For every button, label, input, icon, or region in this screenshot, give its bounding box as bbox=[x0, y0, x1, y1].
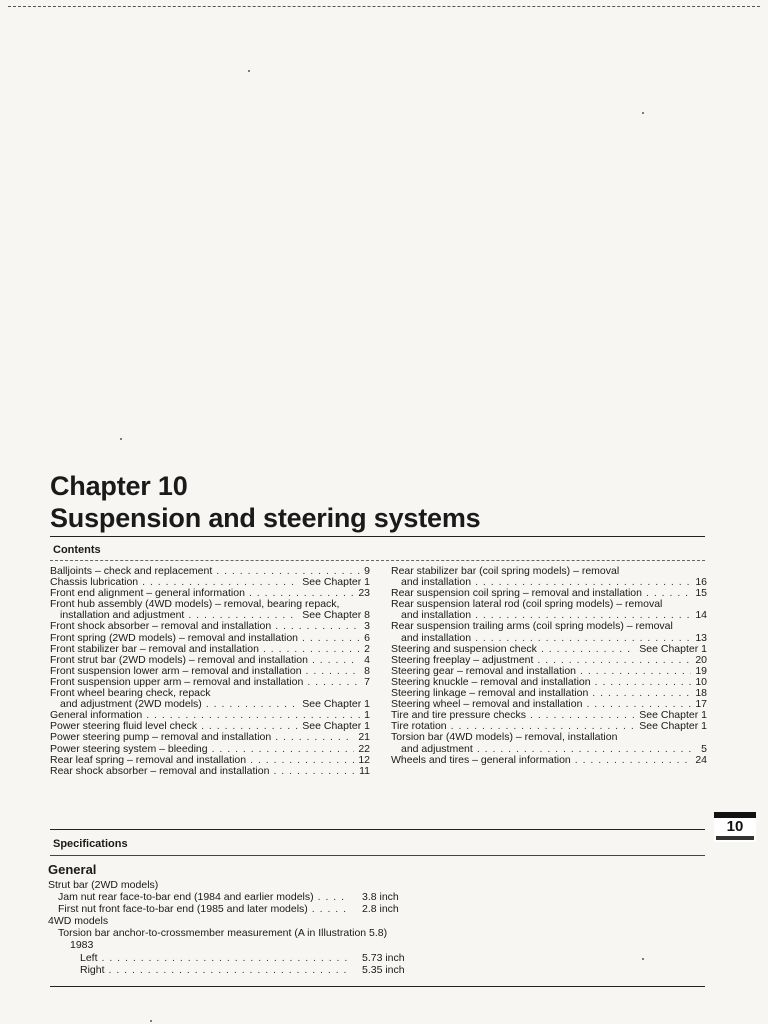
toc-entry bbox=[391, 732, 707, 743]
toc-entry-page: 8 bbox=[364, 664, 370, 677]
toc-entry-title: Power steering pump – removal and installation bbox=[50, 731, 272, 744]
toc-entry-title: Front end alignment – general information bbox=[50, 587, 245, 600]
toc-entry-title: and installation bbox=[401, 576, 472, 589]
toc-entry-page: 21 bbox=[358, 731, 370, 744]
toc-entry bbox=[391, 744, 707, 755]
contents-heading: Contents bbox=[53, 544, 101, 556]
top-border-rule bbox=[8, 6, 760, 7]
spec-row bbox=[48, 952, 408, 964]
bottom-rule bbox=[50, 986, 705, 987]
toc-dot-leader bbox=[475, 633, 691, 644]
title-rule bbox=[50, 536, 705, 537]
toc-dot-leader bbox=[212, 744, 355, 755]
spec-row bbox=[48, 879, 408, 891]
toc-entry-page: 17 bbox=[695, 698, 707, 711]
toc-dot-leader bbox=[530, 710, 635, 721]
toc-entry-page: 18 bbox=[695, 687, 707, 700]
toc-dot-leader bbox=[307, 677, 360, 688]
toc-entry-title: Tire rotation bbox=[391, 720, 447, 733]
chapter-number: Chapter 10 bbox=[50, 471, 188, 501]
scan-speck bbox=[642, 112, 644, 114]
toc-entry-title: and adjustment bbox=[401, 742, 473, 755]
spec-label: Right bbox=[80, 963, 105, 976]
toc-entry-title: Steering linkage – removal and installation bbox=[391, 687, 589, 700]
toc-entry-page: See Chapter 1 bbox=[639, 720, 707, 733]
toc-dot-leader bbox=[592, 688, 691, 699]
spec-label: Left bbox=[80, 951, 98, 964]
toc-entry-title: Torsion bar (4WD models) – removal, installation bbox=[391, 731, 618, 744]
toc-entry-title: Rear leaf spring – removal and installation bbox=[50, 753, 247, 766]
spec-dot-leader bbox=[312, 903, 348, 915]
toc-entry-title: Front strut bar (2WD models) – removal and installation bbox=[50, 653, 308, 666]
scan-speck bbox=[642, 958, 644, 960]
toc-entry bbox=[391, 755, 707, 766]
toc-entry-page: 20 bbox=[695, 653, 707, 666]
spec-label: Strut bar (2WD models) bbox=[48, 879, 159, 891]
toc-dot-leader bbox=[541, 644, 635, 655]
toc-entry-title: Wheels and tires – general information bbox=[391, 753, 571, 766]
toc-entry-page: See Chapter 1 bbox=[302, 576, 370, 589]
chapter-tab-number: 10 bbox=[726, 818, 744, 835]
toc-entry-page: 5 bbox=[701, 742, 707, 755]
toc-entry-page: 11 bbox=[359, 764, 370, 777]
toc-entry-page: See Chapter 1 bbox=[639, 642, 707, 655]
spec-label: First nut front face-to-bar end (1985 and later models) bbox=[58, 903, 308, 916]
toc-entry-title: Front spring (2WD models) – removal and installation bbox=[50, 631, 299, 644]
chapter-tab-bar bbox=[716, 836, 754, 840]
toc-dot-leader bbox=[575, 755, 692, 766]
spec-dot-leader bbox=[109, 964, 348, 976]
toc-entry-page: 10 bbox=[695, 675, 707, 688]
toc-entry bbox=[391, 633, 707, 644]
toc-entry-title: Steering knuckle – removal and installation bbox=[391, 675, 591, 688]
toc-entry-page: 7 bbox=[364, 675, 370, 688]
toc-entry bbox=[50, 633, 370, 644]
spec-row bbox=[48, 927, 408, 939]
contents-right-column bbox=[391, 566, 707, 766]
toc-entry-title: General information bbox=[50, 709, 143, 722]
contents-rule bbox=[50, 560, 705, 561]
toc-entry-page: 24 bbox=[695, 753, 707, 766]
toc-entry-page: See Chapter 1 bbox=[302, 720, 370, 733]
specifications-list bbox=[48, 879, 408, 976]
toc-entry-page: 19 bbox=[695, 664, 707, 677]
toc-entry-page: 1 bbox=[364, 709, 370, 722]
toc-entry-page: 9 bbox=[364, 565, 370, 577]
toc-dot-leader bbox=[595, 677, 692, 688]
toc-dot-leader bbox=[312, 655, 360, 666]
toc-dot-leader bbox=[273, 766, 355, 777]
toc-dot-leader bbox=[477, 744, 697, 755]
scan-speck bbox=[150, 1020, 152, 1022]
toc-entry-title: Balljoints – check and replacement bbox=[50, 565, 213, 577]
toc-entry-page: 3 bbox=[364, 620, 370, 633]
toc-entry-title: Rear suspension coil spring – removal and installation bbox=[391, 587, 642, 600]
specifications-rule bbox=[50, 855, 705, 856]
toc-entry-title: Front wheel bearing check, repack bbox=[50, 687, 211, 700]
toc-entry bbox=[50, 621, 370, 632]
scan-speck bbox=[120, 438, 122, 440]
toc-entry-title: Front suspension upper arm – removal and installation bbox=[50, 675, 304, 688]
toc-entry-page: 23 bbox=[358, 587, 370, 600]
toc-entry-title: Power steering fluid level check bbox=[50, 720, 198, 733]
toc-entry-title: Steering and suspension check bbox=[391, 642, 537, 655]
spec-row bbox=[48, 939, 408, 951]
toc-entry-title: Front shock absorber – removal and installation bbox=[50, 620, 272, 633]
toc-entry-page: 14 bbox=[695, 609, 707, 622]
toc-entry-page: 15 bbox=[695, 587, 707, 600]
toc-entry-page: 16 bbox=[695, 576, 707, 589]
toc-entry-title: Steering gear – removal and installation bbox=[391, 664, 577, 677]
toc-entry-title: Rear stabilizer bar (coil spring models) – removal bbox=[391, 565, 620, 577]
spec-label: Jam nut rear face-to-bar end (1984 and earlier models) bbox=[58, 891, 314, 904]
toc-dot-leader bbox=[302, 633, 360, 644]
spec-row bbox=[48, 964, 408, 976]
toc-entry-title: Steering wheel – removal and installation bbox=[391, 698, 583, 711]
toc-entry-title: Steering freeplay – adjustment bbox=[391, 653, 534, 666]
general-section-heading: General bbox=[48, 862, 97, 877]
toc-entry-title: Rear suspension lateral rod (coil spring models) – removal bbox=[391, 598, 663, 611]
toc-entry-page: 13 bbox=[695, 631, 707, 644]
toc-dot-leader bbox=[275, 732, 354, 743]
spec-label: 4WD models bbox=[48, 915, 109, 928]
toc-dot-leader bbox=[306, 666, 361, 677]
toc-dot-leader bbox=[580, 666, 691, 677]
toc-entry-page: See Chapter 1 bbox=[302, 698, 370, 711]
toc-dot-leader bbox=[275, 621, 360, 632]
chapter-title: Suspension and steering systems bbox=[50, 503, 481, 533]
toc-entry-page: 12 bbox=[358, 753, 370, 766]
spec-row bbox=[48, 915, 408, 927]
spec-dot-leader bbox=[102, 952, 348, 964]
toc-entry bbox=[50, 732, 370, 743]
toc-entry-page: See Chapter 8 bbox=[302, 609, 370, 622]
spec-row bbox=[48, 903, 408, 915]
toc-entry-title: and installation bbox=[401, 631, 472, 644]
toc-entry-page: See Chapter 1 bbox=[639, 709, 707, 722]
spec-dot-leader bbox=[318, 891, 348, 903]
spec-label: Torsion bar anchor-to-crossmember measurement (A in Illustration 5.8) bbox=[58, 927, 388, 940]
toc-entry-title: Front suspension lower arm – removal and installation bbox=[50, 664, 302, 677]
toc-entry-page: 6 bbox=[364, 631, 370, 644]
toc-entry-title: Power steering system – bleeding bbox=[50, 742, 208, 755]
toc-entry-title: Rear shock absorber – removal and installation bbox=[50, 764, 270, 777]
toc-entry-page: 2 bbox=[364, 642, 370, 655]
toc-entry-title: and installation bbox=[401, 609, 472, 622]
toc-entry-title: Rear suspension trailing arms (coil spring models) – removal bbox=[391, 620, 673, 633]
toc-entry-title: Front hub assembly (4WD models) – removal, bearing repack, bbox=[50, 598, 340, 611]
spec-label: 1983 bbox=[70, 939, 94, 952]
toc-entry-page: 4 bbox=[364, 653, 370, 666]
spec-value: 2.8 inch bbox=[362, 903, 399, 916]
specifications-top-rule bbox=[50, 829, 705, 830]
toc-entry-title: Chassis lubrication bbox=[50, 576, 139, 589]
toc-entry bbox=[50, 744, 370, 755]
spec-value: 5.35 inch bbox=[362, 963, 405, 976]
toc-dot-leader bbox=[206, 699, 298, 710]
spec-value: 3.8 inch bbox=[362, 891, 399, 904]
toc-entry bbox=[391, 621, 707, 632]
toc-entry bbox=[50, 766, 370, 777]
toc-entry-page: 22 bbox=[358, 742, 370, 755]
toc-entry-title: Front stabilizer bar – removal and installation bbox=[50, 642, 259, 655]
scan-speck bbox=[248, 70, 250, 72]
spec-row bbox=[48, 891, 408, 903]
contents-left-column bbox=[50, 566, 370, 777]
spec-value: 5.73 inch bbox=[362, 951, 405, 964]
specifications-heading: Specifications bbox=[53, 838, 128, 850]
toc-entry-title: and adjustment (2WD models) bbox=[60, 698, 202, 711]
toc-entry-title: installation and adjustment bbox=[60, 609, 185, 622]
chapter-tab-badge bbox=[714, 812, 756, 842]
toc-entry-title: Tire and tire pressure checks bbox=[391, 709, 526, 722]
